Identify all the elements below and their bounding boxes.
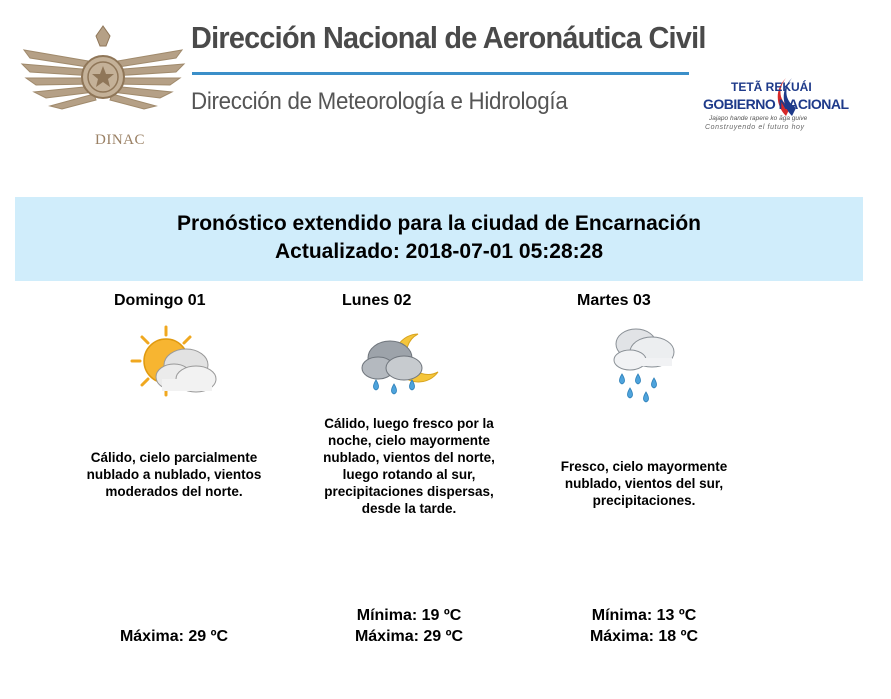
title-divider [192, 72, 689, 75]
forecast-banner [15, 197, 863, 281]
dinac-logo [16, 22, 190, 148]
day-name: Domingo 01 [114, 292, 206, 309]
day-description: Cálido, cielo parcialmente nublado a nublado, vientos moderados del norte. [86, 450, 262, 499]
partly-cloudy-sun-icon [130, 325, 220, 410]
gov-logo-tagline: Construyendo el futuro hoy [705, 124, 805, 131]
updated-timestamp: Actualizado: 2018-07-01 05:28:28 [275, 240, 603, 263]
gov-logo-small-text: Jajapo hande rapere ko ãga guive [709, 115, 808, 122]
organization-subtitle: Dirección de Meteorología e Hidrología [191, 88, 568, 115]
cloud-rain-icon [608, 322, 680, 415]
dinac-logo-text: DINAC [95, 132, 145, 148]
max-temperature: Máxima: 18 ºC [589, 628, 699, 645]
day-description: Cálido, luego fresco por la noche, cielo mayormente nublado, vientos del norte, luego rotando al sur, precipitaciones dispersas, desde la tarde. [323, 416, 495, 516]
government-logo [701, 78, 857, 142]
min-temperature: Mínima: 13 ºC [591, 607, 697, 624]
forecast-title: Pronóstico extendido para la ciudad de Encarnación [177, 212, 701, 235]
gov-logo-line1: TETÃ REKUÁI [731, 80, 812, 94]
min-temperature: Mínima: 19 ºC [356, 607, 462, 624]
day-description: Fresco, cielo mayormente nublado, vientos del sur, precipitaciones. [560, 459, 728, 508]
day-name: Martes 03 [577, 292, 651, 309]
max-temperature: Máxima: 29 ºC [354, 628, 464, 645]
page-header [0, 0, 891, 150]
gov-logo-line2: GOBIERNO NACIONAL [703, 96, 849, 112]
cloudy-night-rain-icon [360, 328, 442, 413]
winged-emblem-icon [16, 22, 190, 134]
day-name: Lunes 02 [342, 292, 412, 309]
max-temperature: Máxima: 29 ºC [119, 628, 229, 645]
organization-title: Dirección Nacional de Aeronáutica Civil [191, 20, 706, 55]
